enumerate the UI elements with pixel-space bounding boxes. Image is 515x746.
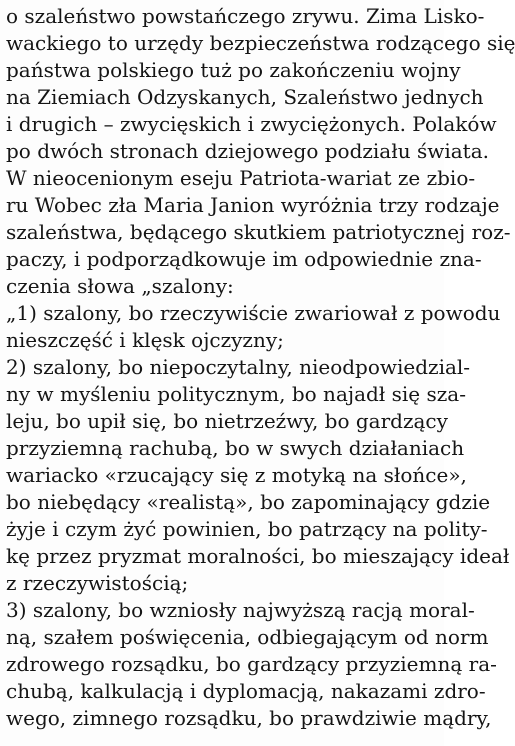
text-line: paczy, i podporządkowuje im odpowiednie zna- <box>6 247 482 271</box>
text-line: czenia słowa „szalony: <box>6 274 234 298</box>
text-line: ną, szałem poświęcenia, odbiegającym od norm <box>6 625 489 649</box>
text-line: kę przez pryzmat moralności, bo mieszający ideał <box>6 544 510 568</box>
text-line: ru Wobec zła Maria Janion wyróżnia trzy rodzaje <box>6 193 500 217</box>
text-line: państwa polskiego tuż po zakończeniu wojny <box>6 58 461 82</box>
text-line: o szaleństwo powstańczego zrywu. Zima Lisko- <box>6 4 485 28</box>
text-line: szaleństwa, będącego skutkiem patriotycznej roz- <box>6 220 511 244</box>
text-line: nieszczęść i klęsk ojczyzny; <box>6 328 284 352</box>
text-line: ny w myśleniu politycznym, bo najadł się sza- <box>6 382 466 406</box>
text-line: i drugich – zwycięskich i zwyciężonych. Polaków <box>6 112 497 136</box>
text-line: leju, bo upił się, bo nietrzeźwy, bo gardzący <box>6 409 448 433</box>
text-line: W nieocenionym eseju Patriota-wariat ze zbio- <box>6 166 476 190</box>
text-line: zdrowego rozsądku, bo gardzący przyziemną ra- <box>6 652 497 676</box>
text-line: wariacko «rzucający się z motyką na słońce», <box>6 463 467 487</box>
text-line: z rzeczywistością; <box>6 571 189 595</box>
text-line: chubą, kalkulacją i dyplomacją, nakazami zdro- <box>6 679 486 703</box>
text-line: żyje i czym żyć powinien, bo patrzący na polity- <box>6 517 488 541</box>
text-line: wackiego to urzędy bezpieczeństwa rodzącego się <box>6 31 515 55</box>
text-line: przyziemną rachubą, bo w swych działaniach <box>6 436 465 460</box>
text-line: wego, zimnego rozsądku, bo prawdziwie mądry, <box>6 706 492 730</box>
text-line: 3) szalony, bo wzniosły najwyższą racją moral- <box>6 598 475 622</box>
text-line: „1) szalony, bo rzeczywiście zwariował z powodu <box>6 301 501 325</box>
text-line: 2) szalony, bo niepoczytalny, nieodpowiedzial- <box>6 355 471 379</box>
text-line: bo niebędący «realistą», bo zapominający gdzie <box>6 490 491 514</box>
text-line: po dwóch stronach dziejowego podziału świata. <box>6 139 489 163</box>
text-line: na Ziemiach Odzyskanych, Szaleństwo jednych <box>6 85 484 109</box>
